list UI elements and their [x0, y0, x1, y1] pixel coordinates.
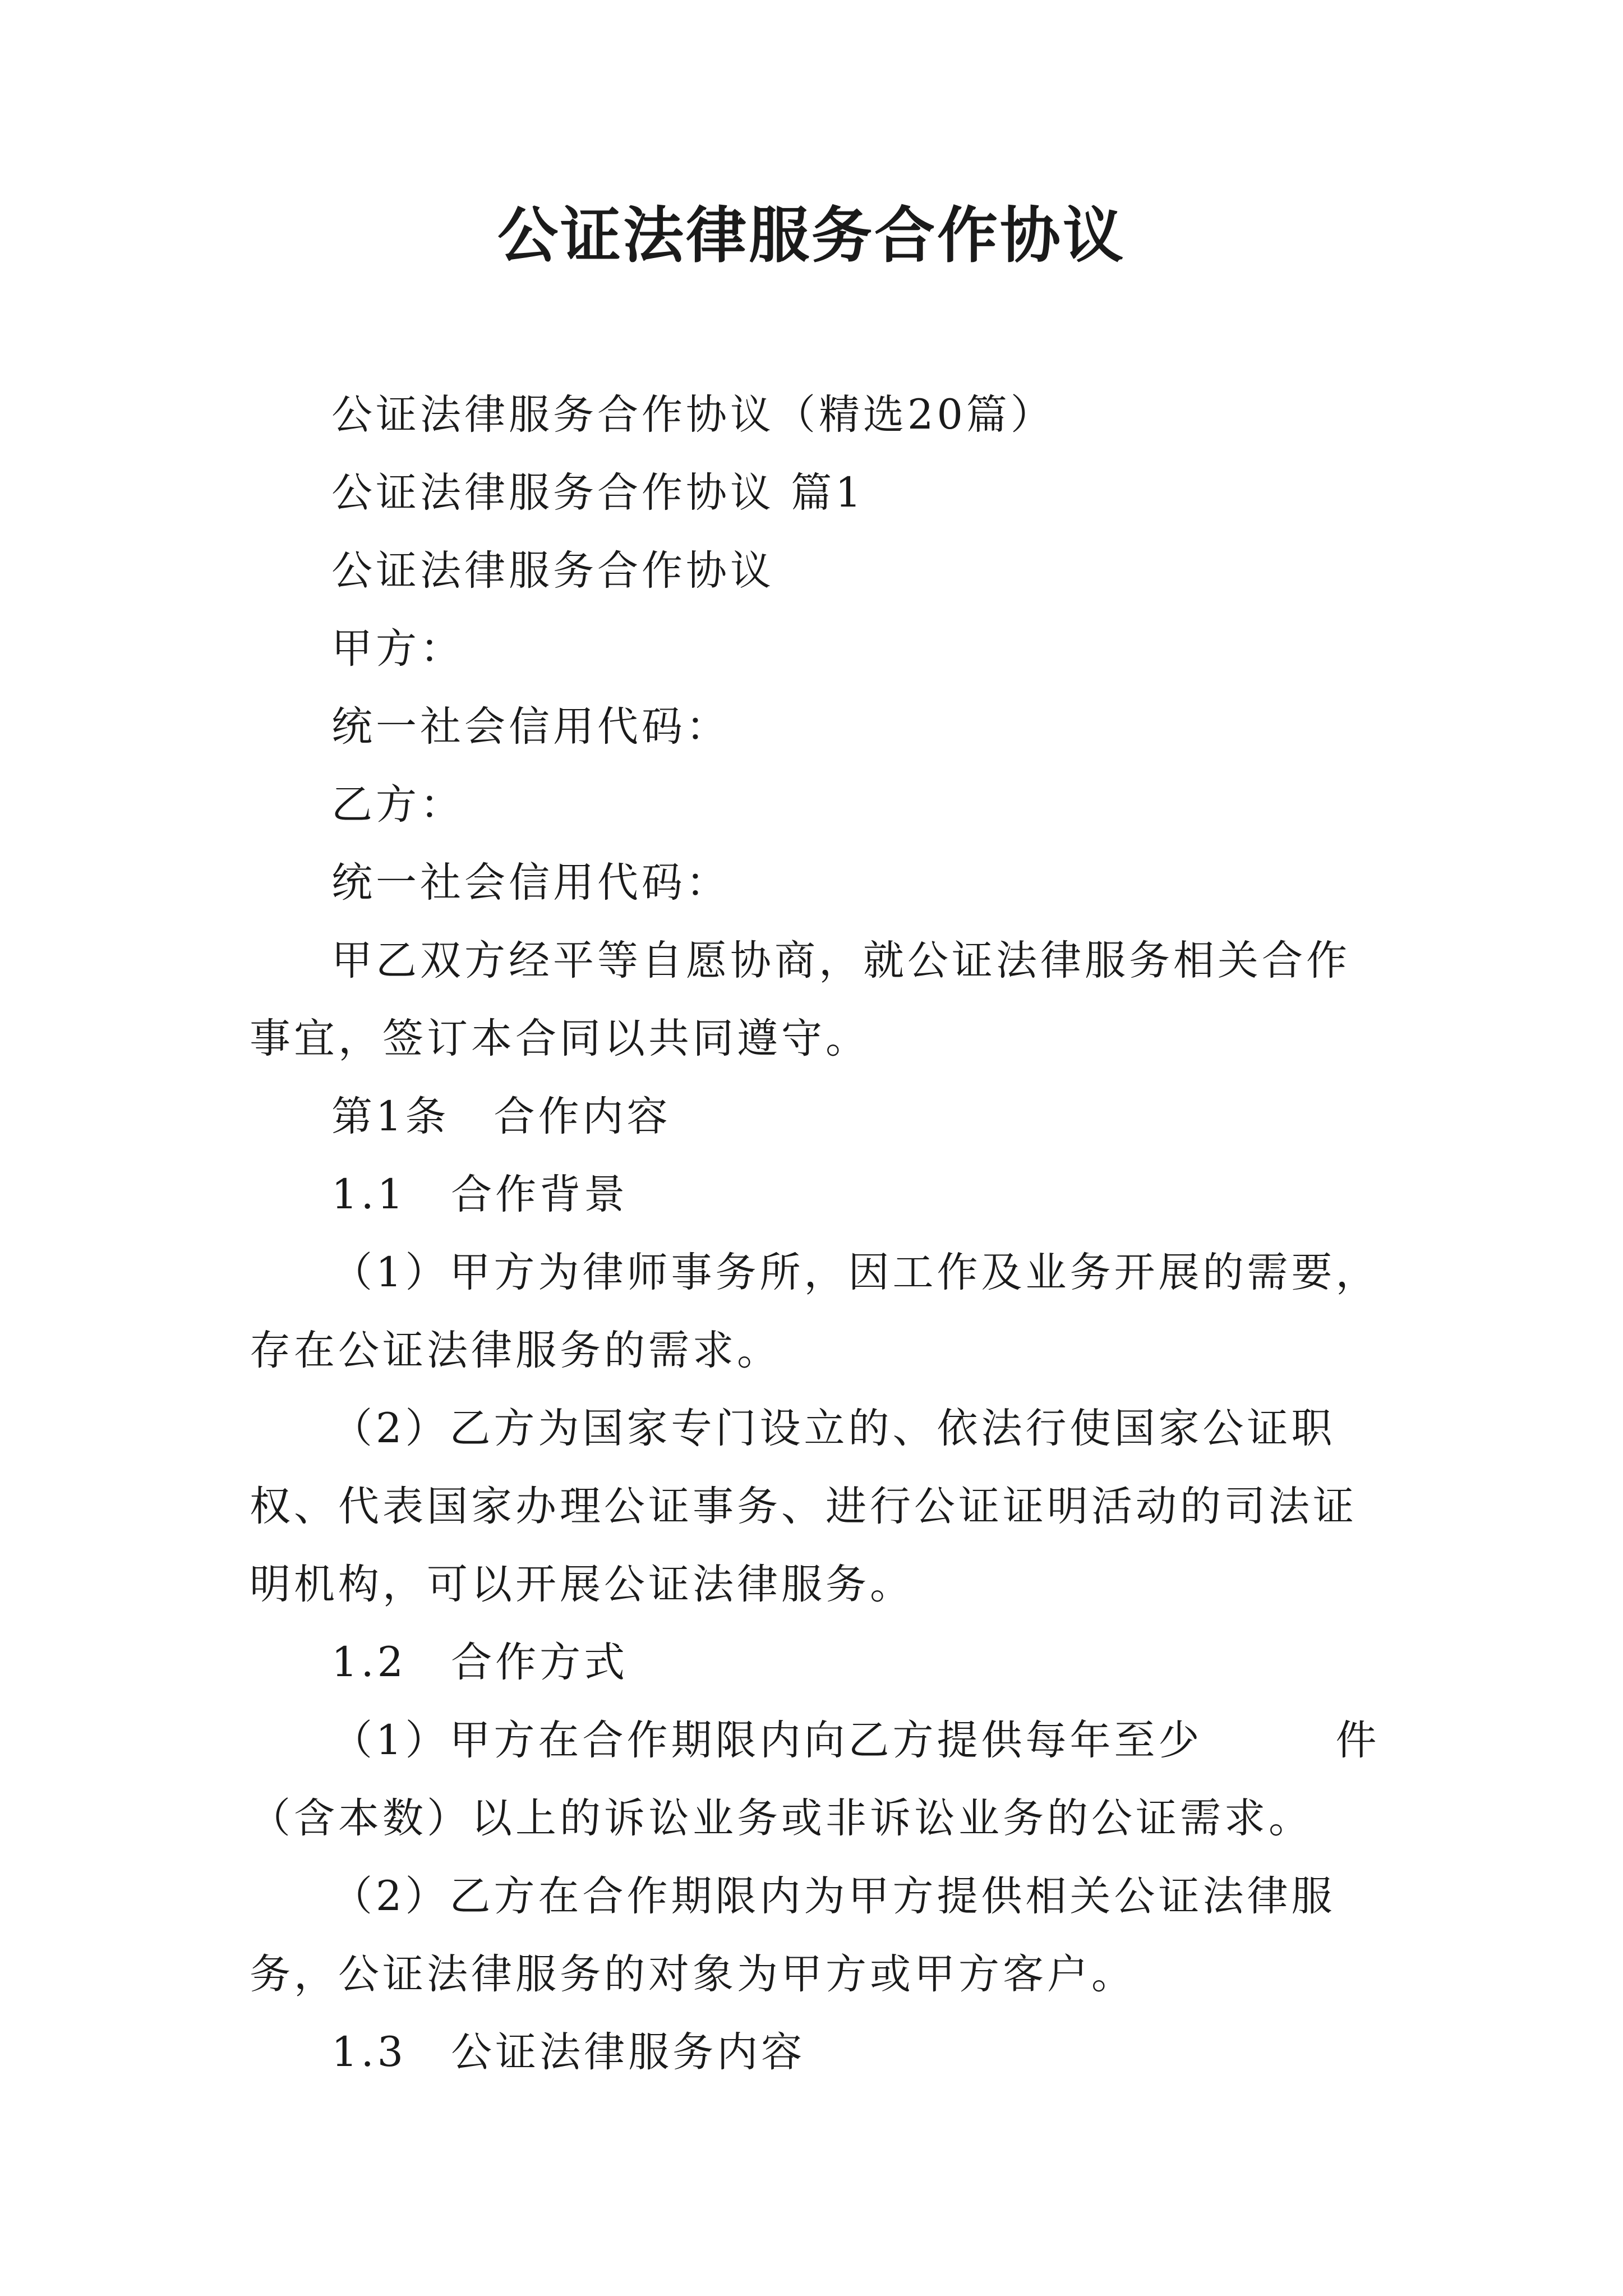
paragraph: （2）乙方为国家专门设立的、依法行使国家公证职权、代表国家办理公证事务、进行公证证明活动的司法证明机构，可以开展公证法律服务。	[250, 1405, 1357, 1608]
paragraph: 1.2 合作方式	[331, 1639, 629, 1686]
paragraph: 统一社会信用代码：	[331, 703, 730, 751]
paragraph: （1）甲方在合作期限内向乙方提供每年至少 件（含本数）以上的诉讼业务或非诉讼业务的公证需求。	[250, 1717, 1380, 1842]
paragraph: （1）甲方为律师事务所，因工作及业务开展的需要，存在公证法律服务的需求。	[250, 1249, 1380, 1374]
document-title: 公证法律服务合作协议	[497, 200, 1126, 271]
paragraph: 乙方：	[331, 781, 464, 829]
paragraph: 公证法律服务合作协议 篇1	[331, 469, 865, 517]
paragraph: 1.3 公证法律服务内容	[331, 2028, 806, 2076]
document-body	[250, 376, 1394, 2091]
paragraph: 1.1 合作背景	[331, 1171, 629, 1218]
paragraph: 公证法律服务合作协议	[331, 547, 774, 595]
paragraph: 公证法律服务合作协议（精选20篇）	[331, 391, 1055, 439]
paragraph: 甲乙双方经平等自愿协商，就公证法律服务相关合作事宜，签订本合同以共同遵守。	[250, 937, 1350, 1062]
paragraph: 第1条 合作内容	[331, 1093, 671, 1140]
paragraph: 甲方：	[331, 625, 464, 673]
paragraph: 统一社会信用代码：	[331, 859, 730, 907]
paragraph: （2）乙方在合作期限内为甲方提供相关公证法律服务，公证法律服务的对象为甲方或甲方客户。	[250, 1872, 1336, 1998]
